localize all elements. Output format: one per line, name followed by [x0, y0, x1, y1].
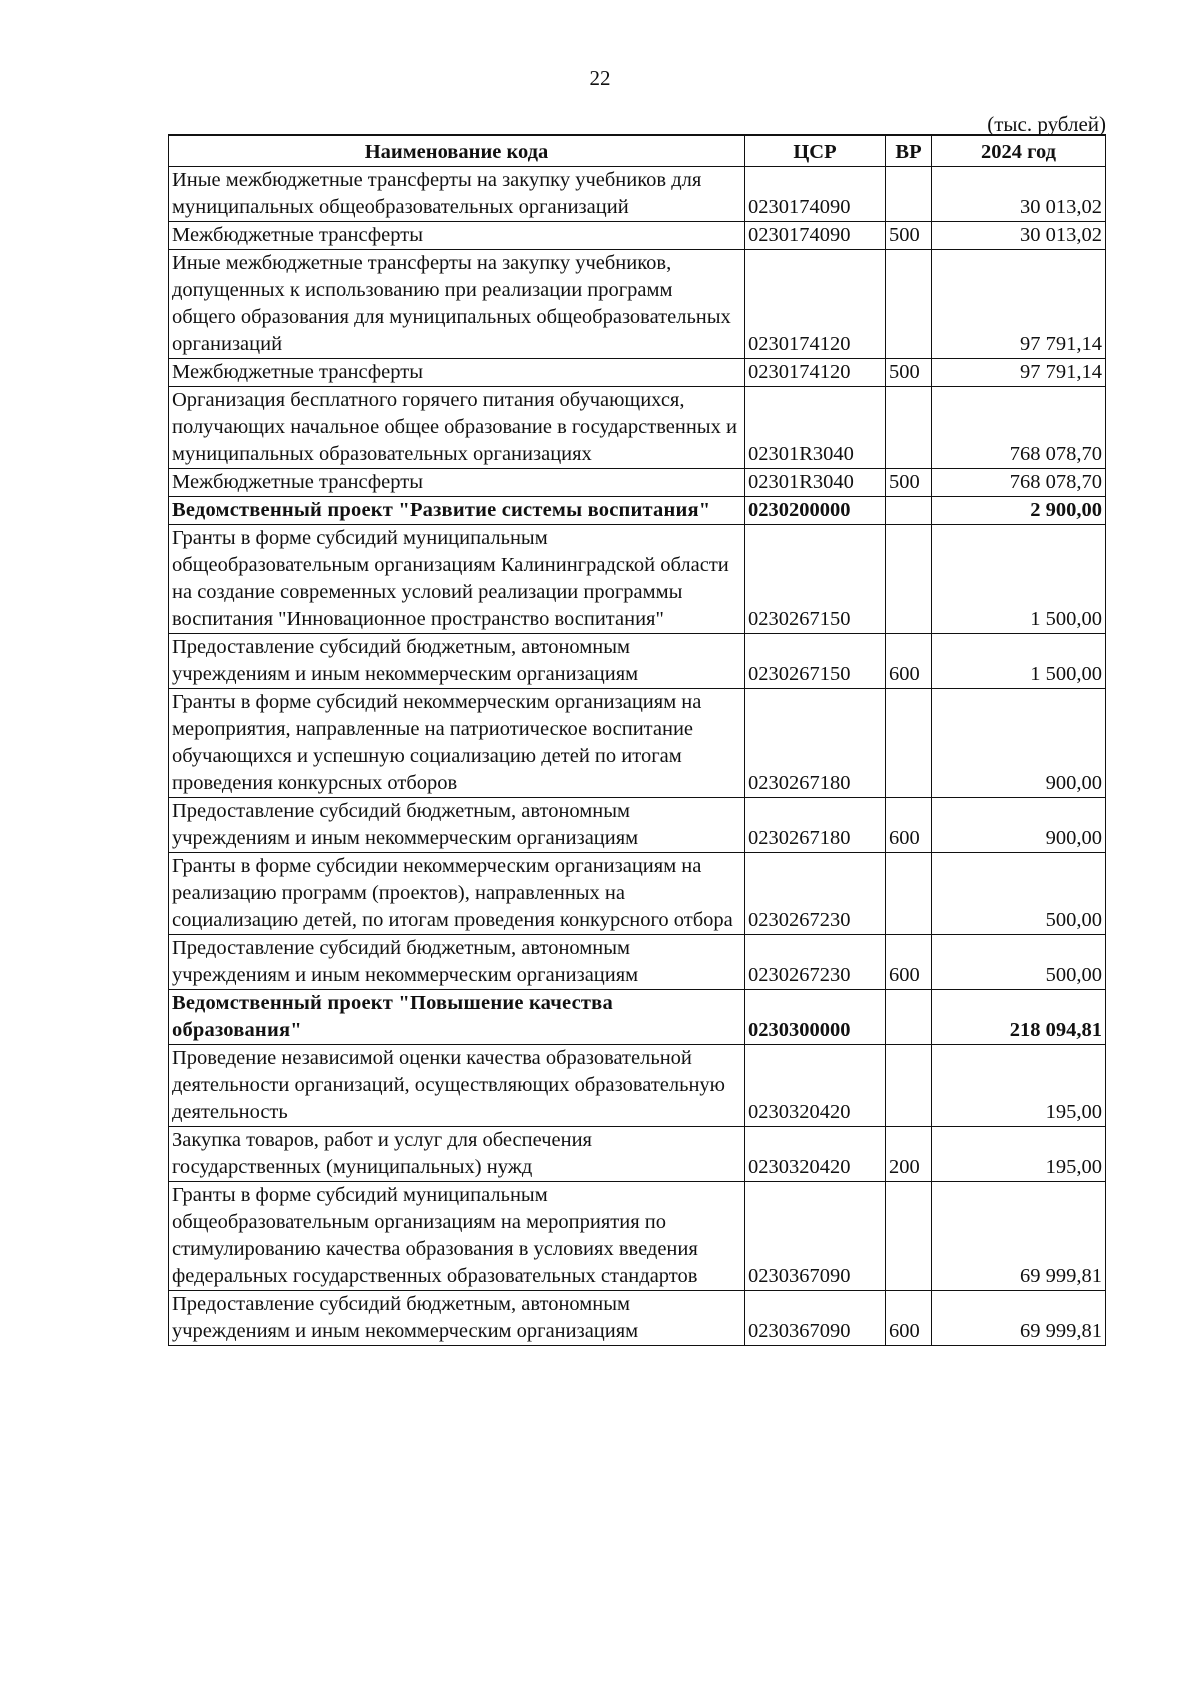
row-sum: 218 094,81	[932, 990, 1106, 1045]
table-row-project	[169, 990, 1106, 1045]
row-sum: 768 078,70	[932, 387, 1106, 469]
row-vr	[886, 990, 932, 1045]
row-sum: 69 999,81	[932, 1291, 1106, 1346]
row-sum: 500,00	[932, 935, 1106, 990]
row-sum: 768 078,70	[932, 469, 1106, 497]
row-csr: 0230267230	[745, 935, 886, 990]
row-csr: 0230174090	[745, 167, 886, 222]
row-sum: 1 500,00	[932, 634, 1106, 689]
row-vr	[886, 525, 932, 634]
budget-table	[168, 134, 1106, 1346]
row-csr: 0230367090	[745, 1182, 886, 1291]
row-sum: 30 013,02	[932, 222, 1106, 250]
row-name: Проведение независимой оценки качества образовательной деятельности организаций, осуществляющих образовательную деятельность	[169, 1045, 745, 1127]
units-label: (тыс. рублей)	[987, 112, 1106, 136]
table-row-project	[169, 497, 1106, 525]
row-name: Предоставление субсидий бюджетным, автономным учреждениям и иным некоммерческим организациям	[169, 798, 745, 853]
row-sum: 195,00	[932, 1127, 1106, 1182]
row-sum: 500,00	[932, 853, 1106, 935]
table-row	[169, 167, 1106, 222]
page-number: 22	[589, 66, 611, 90]
row-vr	[886, 853, 932, 935]
row-csr: 0230174120	[745, 359, 886, 387]
table-row	[169, 1127, 1106, 1182]
row-csr: 0230174090	[745, 222, 886, 250]
row-vr	[886, 387, 932, 469]
row-sum: 1 500,00	[932, 525, 1106, 634]
row-csr: 0230200000	[745, 497, 886, 525]
table-row	[169, 250, 1106, 359]
table-row	[169, 1182, 1106, 1291]
row-sum: 97 791,14	[932, 250, 1106, 359]
row-name: Гранты в форме субсидий некоммерческим организациям на мероприятия, направленные на патриотическое воспитание обучающихся и успешную социализацию детей по итогам проведения конкурсных отборов	[169, 689, 745, 798]
row-csr: 02301R3040	[745, 387, 886, 469]
row-csr: 0230174120	[745, 250, 886, 359]
table-row	[169, 469, 1106, 497]
row-sum: 2 900,00	[932, 497, 1106, 525]
row-name: Гранты в форме субсидии некоммерческим организациям на реализацию программ (проектов), направленных на социализацию детей, по итогам проведения конкурсного отбора	[169, 853, 745, 935]
row-csr: 0230267150	[745, 634, 886, 689]
table-row	[169, 1045, 1106, 1127]
row-vr: 500	[886, 469, 932, 497]
table-row	[169, 387, 1106, 469]
row-sum: 30 013,02	[932, 167, 1106, 222]
row-name: Гранты в форме субсидий муниципальным общеобразовательным организациям на мероприятия по стимулированию качества образования в условиях введения федеральных государственных образовательных стандартов	[169, 1182, 745, 1291]
row-name: Предоставление субсидий бюджетным, автономным учреждениям и иным некоммерческим организациям	[169, 634, 745, 689]
header-csr: ЦСР	[745, 135, 886, 167]
row-sum: 97 791,14	[932, 359, 1106, 387]
table-header-row	[169, 135, 1106, 167]
table-row	[169, 689, 1106, 798]
row-name: Предоставление субсидий бюджетным, автономным учреждениям и иным некоммерческим организациям	[169, 935, 745, 990]
row-vr: 200	[886, 1127, 932, 1182]
row-name: Предоставление субсидий бюджетным, автономным учреждениям и иным некоммерческим организациям	[169, 1291, 745, 1346]
row-name: Ведомственный проект "Развитие системы воспитания"	[169, 497, 745, 525]
row-vr	[886, 497, 932, 525]
header-year: 2024 год	[932, 135, 1106, 167]
row-csr: 0230320420	[745, 1045, 886, 1127]
row-sum: 195,00	[932, 1045, 1106, 1127]
row-name: Организация бесплатного горячего питания обучающихся, получающих начальное общее образование в государственных и муниципальных образовательных организациях	[169, 387, 745, 469]
table-row	[169, 853, 1106, 935]
row-name: Гранты в форме субсидий муниципальным общеобразовательным организациям Калининградской области на создание современных условий реализации программы воспитания "Инновационное пространство воспитания"	[169, 525, 745, 634]
row-name: Межбюджетные трансферты	[169, 359, 745, 387]
row-csr: 0230300000	[745, 990, 886, 1045]
row-vr	[886, 1182, 932, 1291]
row-vr: 600	[886, 798, 932, 853]
row-name: Иные межбюджетные трансферты на закупку учебников для муниципальных общеобразовательных организаций	[169, 167, 745, 222]
row-vr	[886, 1045, 932, 1127]
header-name: Наименование кода	[169, 135, 745, 167]
table-row	[169, 222, 1106, 250]
table-row	[169, 935, 1106, 990]
table-row	[169, 359, 1106, 387]
row-vr	[886, 250, 932, 359]
row-csr: 0230367090	[745, 1291, 886, 1346]
row-csr: 0230320420	[745, 1127, 886, 1182]
table-row	[169, 1291, 1106, 1346]
row-name: Закупка товаров, работ и услуг для обеспечения государственных (муниципальных) нужд	[169, 1127, 745, 1182]
row-sum: 900,00	[932, 798, 1106, 853]
row-vr: 600	[886, 935, 932, 990]
header-vr: ВР	[886, 135, 932, 167]
row-vr	[886, 167, 932, 222]
row-vr	[886, 689, 932, 798]
row-name: Межбюджетные трансферты	[169, 469, 745, 497]
row-name: Межбюджетные трансферты	[169, 222, 745, 250]
row-name: Ведомственный проект "Повышение качества образования"	[169, 990, 745, 1045]
row-sum: 900,00	[932, 689, 1106, 798]
row-csr: 0230267150	[745, 525, 886, 634]
table-row	[169, 634, 1106, 689]
row-vr: 500	[886, 359, 932, 387]
row-csr: 02301R3040	[745, 469, 886, 497]
row-sum: 69 999,81	[932, 1182, 1106, 1291]
row-csr: 0230267230	[745, 853, 886, 935]
table-row	[169, 798, 1106, 853]
row-vr: 500	[886, 222, 932, 250]
row-vr: 600	[886, 1291, 932, 1346]
row-csr: 0230267180	[745, 798, 886, 853]
row-csr: 0230267180	[745, 689, 886, 798]
table-row	[169, 525, 1106, 634]
row-name: Иные межбюджетные трансферты на закупку учебников, допущенных к использованию при реализации программ общего образования для муниципальных общеобразовательных организаций	[169, 250, 745, 359]
row-vr: 600	[886, 634, 932, 689]
